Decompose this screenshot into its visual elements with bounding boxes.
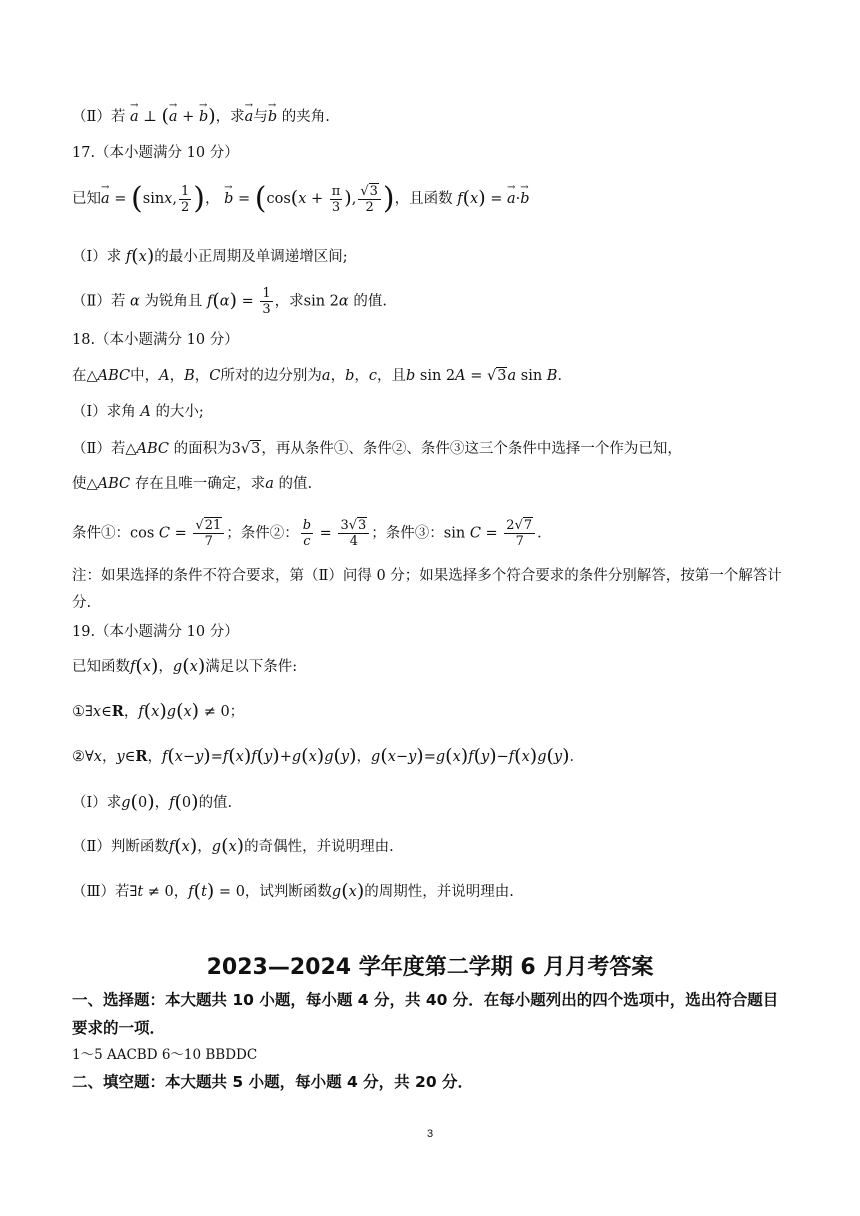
q18-cond2: ；条件②： xyxy=(226,525,299,542)
q19-part2-lead: （Ⅱ）判断函数 xyxy=(72,839,169,855)
choice-answers: 1～5 AACBD 6～10 BBDDC xyxy=(72,1047,258,1063)
q17-given: 已知→ a = (sinx, $\frac{1}{2}$ )， → b = (cos(x + $\frac{\pi}{3}$ ), $\frac{√3}{2}$ )，且函数 f(x) = → a·→ b xyxy=(72,180,530,217)
page-number: 3 xyxy=(426,1128,434,1140)
q16-part2-lead: （Ⅱ）若 xyxy=(72,109,126,125)
q17-part2-mid: 为锐角且 xyxy=(144,293,203,310)
q16-part2-tail: 的夹角. xyxy=(281,109,330,125)
q18-stem: 在△ABC中，A，B，C所对的边分别为a，b，c，且b sin 2A = √3a sin B． xyxy=(72,368,572,384)
q17-part2-tail: ，求 xyxy=(274,293,304,310)
vector-a: → a xyxy=(169,107,178,127)
q19-part3-lead: （Ⅲ）若 xyxy=(72,884,130,900)
q17-func-text: ，且函数 xyxy=(394,191,453,207)
q19-part3-mid: ，试判断函数 xyxy=(244,884,332,900)
q19-part3-tail: 的周期性，并说明理由. xyxy=(364,884,514,900)
q19-part1: （Ⅰ）求g(0)，f(0)的值. xyxy=(72,791,233,813)
q18-note: 注：如果选择的条件不符合要求，第（Ⅱ）问得 0 分；如果选择多个符合要求的条件分别解答，按第一个解答计分. xyxy=(72,568,782,611)
q17-part1-tail: 的最小正周期及单调递增区间; xyxy=(154,249,348,265)
q18-line2-lead: 使△ xyxy=(72,476,98,492)
q18-conditions: 条件①：cos C = $\frac{√21}{7}$ ；条件②： $\frac{b}{c}$ = $\frac{3√3}{4}$ ；条件③：sin C = $\frac{2√7}{7}$ ． xyxy=(72,518,552,549)
fraction: $\frac{1}{2}$ xyxy=(180,183,190,215)
circled-two: ② xyxy=(72,749,85,765)
q18-part1-tail: 的大小; xyxy=(155,404,204,420)
q17-part2: （Ⅱ）若 α 为锐角且 f(α) = $\frac{1}{3}$ ，求sin 2α 的值. xyxy=(72,286,387,317)
q18-line2-tail: 存在且唯一确定，求 xyxy=(134,476,266,492)
q19-given-tail: 满足以下条件: xyxy=(205,659,298,675)
q18-stem-mid2: 所对的边分别为 xyxy=(220,368,322,384)
perp-symbol: ⊥ xyxy=(143,109,157,125)
q17-part1-lead: （Ⅰ）求 xyxy=(72,249,122,265)
section-fill-heading: 二、填空题：本大题共 5 小题，每小题 4 分，共 20 分． xyxy=(72,1073,474,1091)
q18-stem-mid3: ，且 xyxy=(376,368,406,384)
q19-given: 已知函数f(x)，g(x)满足以下条件: xyxy=(72,655,298,677)
q17-header: 17.（本小题满分 10 分） xyxy=(72,145,239,161)
q16-part2: （Ⅱ）若 → a ⊥ (→ a + → b)，求→ a与→ b 的夹角. xyxy=(72,106,330,127)
q17-given-lead: 已知 xyxy=(72,191,101,207)
q18-line2-end: 的值. xyxy=(278,476,313,492)
q18-part1-lead: （Ⅰ）求角 xyxy=(72,404,136,420)
q19-part3: （Ⅲ）若∃t ≠ 0，f(t) = 0，试判断函数g(x)的周期性，并说明理由. xyxy=(72,880,514,902)
q18-part2-mid: 的面积为 xyxy=(173,441,232,457)
q18-part2-tail: ，再从条件①、条件②、条件③这三个条件中选择一个作为已知， xyxy=(261,441,682,457)
q18-stem-mid: 中， xyxy=(130,368,160,384)
q18-cond3: ；条件③： xyxy=(371,525,444,542)
q18-part2: （Ⅱ）若△ABC 的面积为3√3，再从条件①、条件②、条件③这三个条件中选择一个作为已知， xyxy=(72,441,682,457)
q18-header: 18.（本小题满分 10 分） xyxy=(72,332,239,348)
q18-cond1: 条件①： xyxy=(72,525,130,542)
q19-given-lead: 已知函数 xyxy=(72,659,130,675)
q18-part1: （Ⅰ）求角 A 的大小; xyxy=(72,404,204,420)
vector-b: → b xyxy=(199,107,208,127)
q17-part2-end: 的值. xyxy=(353,293,387,310)
circled-one: ① xyxy=(72,704,85,720)
q17-part2-lead: （Ⅱ）若 xyxy=(72,293,126,310)
q17-part1: （Ⅰ）求 f(x)的最小正周期及单调递增区间; xyxy=(72,245,348,267)
q16-part2-ask: ，求 xyxy=(215,109,245,125)
q19-part2: （Ⅱ）判断函数f(x)，g(x)的奇偶性，并说明理由. xyxy=(72,835,394,857)
q19-part2-tail: 的奇偶性，并说明理由. xyxy=(244,839,394,855)
q19-part1-tail: 的值. xyxy=(198,795,233,811)
q16-part2-and: 与 xyxy=(253,109,268,125)
vector-a: → a xyxy=(130,107,139,127)
q19-header: 19.（本小题满分 10 分） xyxy=(72,624,239,640)
answer-title: 2023—2024 学年度第二学期 6 月月考答案 xyxy=(206,955,654,980)
q18-part2-lead: （Ⅱ）若△ xyxy=(72,441,137,457)
q18-stem-lead: 在△ xyxy=(72,368,98,384)
q19-cond1: ①∃x∈R，f(x)g(x) ≠ 0； xyxy=(72,700,245,722)
q18-part2-line2: 使△ABC 存在且唯一确定，求a 的值. xyxy=(72,476,313,492)
q19-cond2: ②∀x，y∈R，f(x−y)=f(x)f(y)+g(x)g(y)，g(x−y)=g(x)f(y)−f(x)g(y)． xyxy=(72,745,585,767)
section-choice-heading: 一、选择题：本大题共 10 小题，每小题 4 分，共 40 分．在每小题列出的四个选项中，选出符合题目要求的一项． xyxy=(72,991,779,1037)
q19-part1-lead: （Ⅰ）求 xyxy=(72,795,122,811)
